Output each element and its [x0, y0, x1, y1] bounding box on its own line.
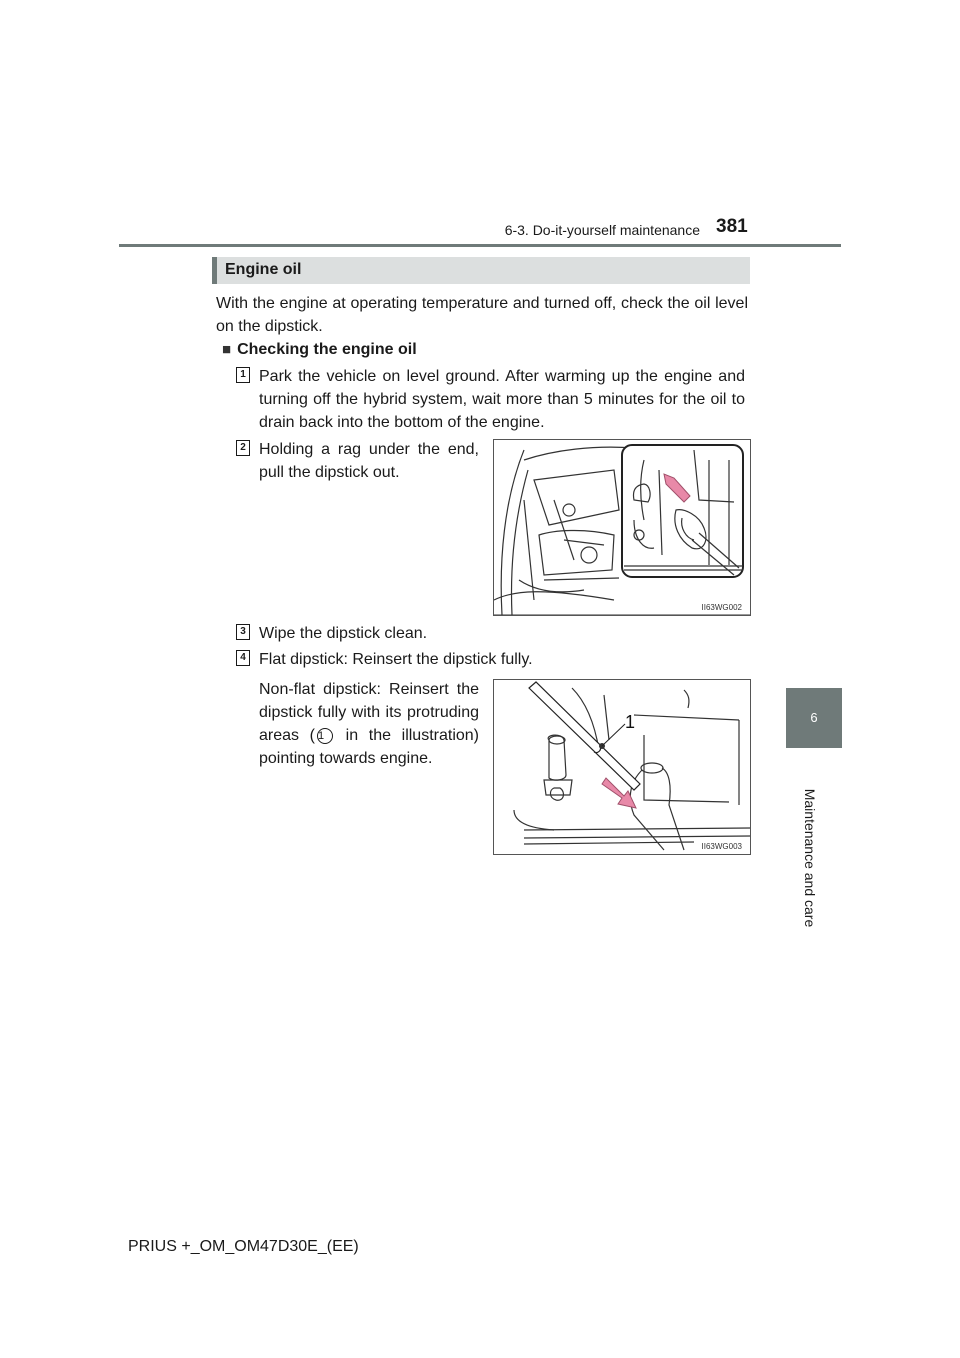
figure-reinsert-dipstick — [493, 679, 751, 855]
step-3-text: Wipe the dipstick clean. — [259, 625, 428, 642]
dipstick-shape — [529, 682, 640, 790]
chapter-side-label: Maintenance and care — [802, 788, 818, 928]
figure-code: II63WG002 — [701, 603, 742, 612]
step-4-nonflat-text-before: Non-flat dipstick: Reinsert the dipstick fully with its protruding areas ( — [259, 681, 479, 744]
engine-bay-illustration — [494, 440, 750, 615]
callout-1-icon: 1 — [317, 728, 333, 744]
step-4-nonflat-text-after: in the illustration) pointing towards engine. — [259, 727, 479, 767]
step-4-nonflat-text — [259, 678, 479, 770]
figure-pull-dipstick — [493, 439, 751, 616]
square-bullet-icon: ■ — [222, 341, 232, 358]
footer-doc-id: PRIUS +_OM_OM47D30E_(EE) — [128, 1238, 359, 1255]
section-heading-bar — [212, 257, 750, 284]
figure-callout-1: 1 — [625, 712, 636, 732]
section-heading-accent — [212, 257, 217, 284]
step-2-text: Holding a rag under the end, pull the dipstick out. — [259, 441, 479, 481]
header-section-title: 6-3. Do-it-yourself maintenance — [504, 222, 700, 238]
page-number: 381 — [716, 216, 748, 237]
section-title: Engine oil — [225, 261, 302, 278]
header-rule — [119, 244, 841, 247]
subheading-text: Checking the engine oil — [237, 341, 417, 358]
step-number-2: 2 — [236, 440, 250, 456]
intro-paragraph: With the engine at operating temperature and turned off, check the oil level on the dipstick. — [216, 295, 748, 335]
step-number-4: 4 — [236, 650, 250, 666]
figure-code: II63WG003 — [701, 842, 742, 851]
step-number-3: 3 — [236, 624, 250, 640]
chapter-tab[interactable]: 6 — [786, 688, 842, 748]
step-number-1: 1 — [236, 367, 250, 383]
step-1-text: Park the vehicle on level ground. After warming up the engine and turning off the hybrid system, wait more than 5 minutes for the oil to drain back into the bottom of the engine. — [259, 368, 745, 431]
dipstick-reinsert-illustration — [494, 680, 750, 854]
step-4-text: Flat dipstick: Reinsert the dipstick fully. — [259, 651, 533, 668]
subheading — [222, 341, 417, 359]
zoom-inset — [622, 445, 743, 577]
